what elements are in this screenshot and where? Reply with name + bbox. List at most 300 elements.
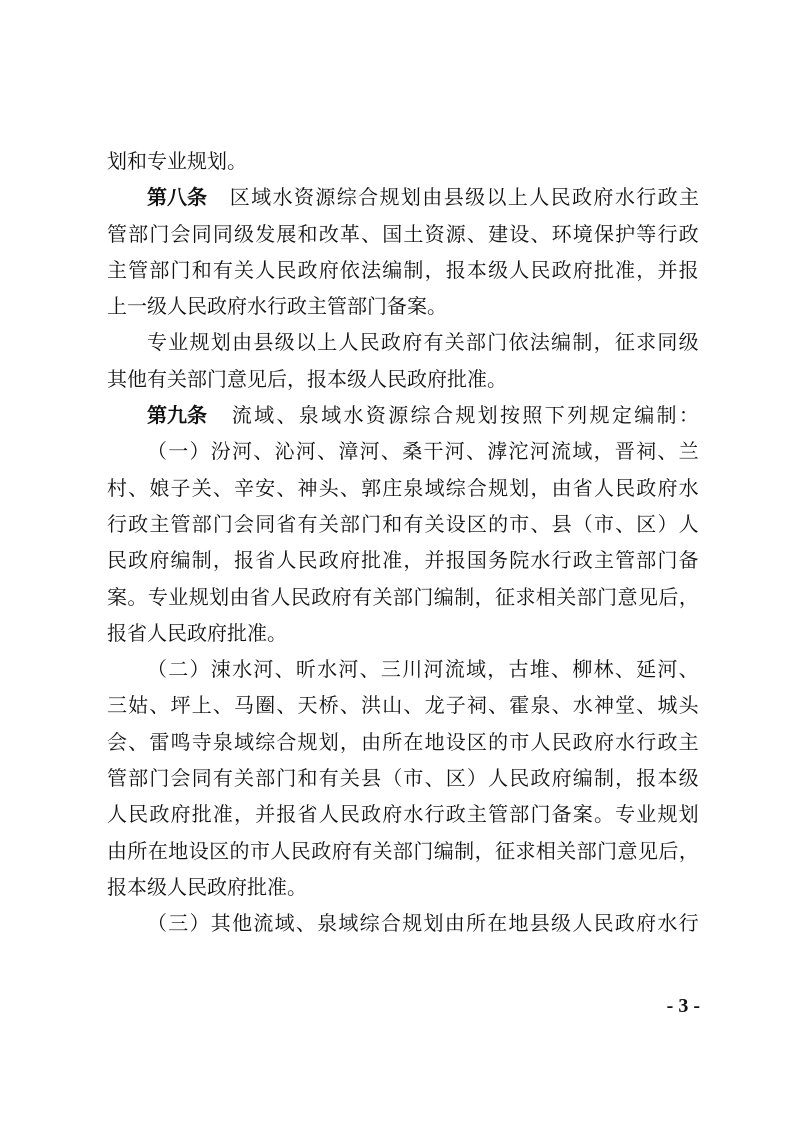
- glyph: 定: [611, 403, 632, 428]
- glyph: 、: [276, 403, 297, 428]
- glyph: 流: [444, 657, 465, 682]
- glyph: 县: [253, 330, 274, 355]
- glyph: ）: [189, 911, 210, 936]
- glyph: 区: [209, 838, 230, 863]
- glyph: 建: [488, 221, 509, 246]
- glyph: 资: [365, 403, 386, 428]
- glyph: 部: [347, 294, 367, 319]
- glyph: 合: [276, 729, 297, 754]
- glyph: 备: [387, 294, 407, 319]
- glyph: 上: [507, 185, 528, 210]
- glyph: 人: [509, 257, 530, 282]
- glyph: 保: [593, 221, 614, 246]
- glyph: 部: [187, 366, 207, 391]
- glyph: （: [572, 511, 593, 536]
- glyph: 堆: [529, 657, 550, 682]
- glyph: 意: [617, 838, 638, 863]
- glyph: 级: [147, 294, 167, 319]
- glyph: 域: [465, 657, 486, 682]
- glyph: 并: [255, 802, 276, 827]
- glyph: 关: [318, 511, 339, 536]
- glyph: 规: [402, 911, 423, 936]
- glyph: 关: [191, 475, 212, 500]
- glyph: 河: [444, 439, 465, 464]
- glyph: 批: [593, 257, 614, 282]
- glyph: 征: [495, 838, 516, 863]
- glyph: 、: [465, 439, 486, 464]
- glyph: 。: [487, 366, 507, 391]
- glyph: 行: [424, 802, 445, 827]
- glyph: 其: [210, 911, 231, 936]
- glyph: 、: [212, 693, 233, 718]
- glyph: 制: [572, 330, 593, 355]
- glyph: 备: [551, 802, 572, 827]
- glyph: 、: [466, 221, 487, 246]
- glyph: 主: [466, 802, 487, 827]
- glyph: 划: [678, 802, 699, 827]
- glyph: 河: [423, 657, 444, 682]
- glyph: 行: [657, 221, 678, 246]
- glyph: 、: [361, 221, 382, 246]
- glyph: 区: [229, 185, 250, 210]
- glyph: 部: [465, 330, 486, 355]
- glyph: 关: [339, 766, 360, 791]
- glyph: 由: [361, 729, 382, 754]
- glyph: 同: [191, 766, 212, 791]
- text-line: [107, 470, 699, 506]
- glyph: 三: [380, 657, 401, 682]
- glyph: 主: [593, 548, 614, 573]
- glyph: 部: [509, 802, 530, 827]
- glyph: ，: [615, 766, 636, 791]
- glyph: 桥: [318, 693, 339, 718]
- glyph: 人: [276, 548, 297, 573]
- glyph: 省: [297, 802, 318, 827]
- glyph: 下: [544, 403, 565, 428]
- glyph: 桑: [402, 439, 423, 464]
- glyph: ，: [487, 657, 508, 682]
- glyph: 人: [572, 911, 593, 936]
- glyph: 泉: [298, 403, 319, 428]
- glyph: 和: [127, 149, 147, 173]
- glyph: 政: [149, 802, 170, 827]
- glyph: 等: [636, 221, 657, 246]
- glyph: 、: [274, 657, 295, 682]
- glyph: 、: [339, 693, 360, 718]
- glyph: 、: [551, 657, 572, 682]
- glyph: 郭: [361, 475, 382, 500]
- glyph: 人: [367, 366, 387, 391]
- glyph: 行: [636, 185, 657, 210]
- glyph: 会: [170, 221, 191, 246]
- glyph: 管: [107, 221, 127, 246]
- glyph: 、: [614, 657, 635, 682]
- glyph: ，: [424, 257, 445, 282]
- glyph: 政: [207, 294, 227, 319]
- glyph: 关: [234, 766, 255, 791]
- glyph: 省: [255, 548, 276, 573]
- text-line: [107, 216, 699, 252]
- glyph: 发: [255, 221, 276, 246]
- glyph: 综: [445, 475, 466, 500]
- glyph: 河: [359, 439, 380, 464]
- text-line: [107, 796, 699, 832]
- glyph: 本: [327, 366, 347, 391]
- glyph: 所: [127, 838, 148, 863]
- glyph: 由: [422, 185, 443, 210]
- glyph: 部: [339, 511, 360, 536]
- glyph: 部: [636, 548, 657, 573]
- glyph: 准: [615, 257, 636, 282]
- glyph: 主: [678, 729, 699, 754]
- glyph: ，: [403, 548, 424, 573]
- glyph: 级: [465, 185, 486, 210]
- glyph: 人: [593, 475, 614, 500]
- glyph: 民: [509, 766, 530, 791]
- glyph: 流: [551, 439, 572, 464]
- glyph: 。: [427, 294, 447, 319]
- glyph: 专: [147, 330, 167, 355]
- glyph: 、: [424, 766, 445, 791]
- glyph: 后: [658, 584, 679, 609]
- glyph: 政: [361, 802, 382, 827]
- glyph: 关: [556, 584, 577, 609]
- glyph: 。: [227, 149, 247, 173]
- text-line: [107, 433, 699, 469]
- glyph: 编: [433, 838, 454, 863]
- glyph: 部: [392, 584, 413, 609]
- glyph: 、: [359, 657, 380, 682]
- glyph: 土: [403, 221, 424, 246]
- glyph: 区: [466, 511, 487, 536]
- glyph: 涑: [210, 657, 231, 682]
- glyph: 人: [530, 729, 551, 754]
- glyph: 案: [572, 802, 593, 827]
- glyph: 坪: [170, 693, 191, 718]
- glyph: 民: [551, 729, 572, 754]
- glyph: 市: [509, 511, 530, 536]
- glyph: 村: [107, 475, 127, 500]
- glyph: ，: [636, 257, 657, 282]
- glyph: ）: [466, 766, 487, 791]
- glyph: 祠: [636, 439, 657, 464]
- glyph: ）: [657, 511, 678, 536]
- glyph: 晋: [614, 439, 635, 464]
- glyph: 政: [407, 366, 427, 391]
- document-body: [107, 143, 699, 942]
- glyph: ，: [287, 366, 307, 391]
- glyph: 县: [443, 185, 464, 210]
- glyph: 门: [207, 366, 227, 391]
- glyph: 县: [361, 766, 382, 791]
- glyph: 柳: [572, 657, 593, 682]
- glyph: 合: [358, 185, 379, 210]
- glyph: 子: [445, 693, 466, 718]
- glyph: 务: [488, 548, 509, 573]
- glyph: 辛: [234, 475, 255, 500]
- glyph: 上: [317, 330, 338, 355]
- glyph: 民: [187, 874, 207, 899]
- glyph: 有: [403, 511, 424, 536]
- glyph: 域: [251, 185, 272, 210]
- glyph: 鸣: [170, 729, 191, 754]
- glyph: 和: [297, 766, 318, 791]
- glyph: 报: [107, 874, 127, 899]
- text-line: [107, 687, 699, 723]
- glyph: 部: [128, 766, 149, 791]
- glyph: 级: [347, 366, 367, 391]
- glyph: 门: [149, 766, 170, 791]
- glyph: 关: [234, 257, 255, 282]
- glyph: 、: [128, 729, 149, 754]
- glyph: 管: [107, 766, 127, 791]
- glyph: 、: [339, 475, 360, 500]
- glyph: 级: [678, 330, 699, 355]
- glyph: ，: [530, 475, 551, 500]
- glyph: 流: [231, 403, 252, 428]
- glyph: ）: [189, 657, 210, 682]
- glyph: 政: [311, 838, 332, 863]
- glyph: 府: [318, 257, 339, 282]
- glyph: 编: [634, 403, 655, 428]
- glyph: 规: [379, 185, 400, 210]
- glyph: 相: [535, 838, 556, 863]
- glyph: 省: [127, 620, 147, 645]
- glyph: 规: [488, 475, 509, 500]
- glyph: 同: [255, 511, 276, 536]
- glyph: 批: [191, 802, 212, 827]
- glyph: 管: [170, 511, 191, 536]
- glyph: 批: [447, 366, 467, 391]
- glyph: 区: [466, 729, 487, 754]
- glyph: 泉: [212, 729, 233, 754]
- glyph: 后: [658, 838, 679, 863]
- glyph: 府: [427, 366, 447, 391]
- glyph: 门: [170, 257, 191, 282]
- glyph: 三: [107, 693, 127, 718]
- glyph: 编: [382, 257, 403, 282]
- glyph: 部: [576, 838, 597, 863]
- glyph: 、: [149, 693, 170, 718]
- glyph: 征: [614, 330, 635, 355]
- glyph: 报: [445, 548, 466, 573]
- glyph: 护: [615, 221, 636, 246]
- glyph: 划: [423, 911, 444, 936]
- glyph: 门: [149, 221, 170, 246]
- glyph: 。: [127, 584, 148, 609]
- glyph: 水: [247, 294, 267, 319]
- glyph: 河: [232, 439, 253, 464]
- glyph: 、: [295, 911, 316, 936]
- glyph: 有: [297, 511, 318, 536]
- glyph: 有: [423, 330, 444, 355]
- glyph: 源: [445, 221, 466, 246]
- glyph: 意: [227, 366, 247, 391]
- glyph: ，: [678, 838, 699, 863]
- glyph: 制: [656, 403, 677, 428]
- glyph: 、: [380, 439, 401, 464]
- glyph: 城: [657, 693, 678, 718]
- glyph: 门: [487, 330, 508, 355]
- glyph: 在: [147, 838, 168, 863]
- glyph: 报: [678, 257, 699, 282]
- glyph: 域: [274, 911, 295, 936]
- glyph: 民: [276, 257, 297, 282]
- glyph: 域: [572, 439, 593, 464]
- glyph: 备: [678, 548, 699, 573]
- glyph: 有: [352, 838, 373, 863]
- text-line: [107, 506, 699, 542]
- glyph: 门: [361, 511, 382, 536]
- glyph: 政: [445, 802, 466, 827]
- glyph: 川: [402, 657, 423, 682]
- glyph: 部: [128, 221, 149, 246]
- glyph: 准: [267, 874, 287, 899]
- heading-spacer: [209, 397, 229, 433]
- text-line: [107, 252, 699, 288]
- glyph: （: [147, 657, 167, 682]
- glyph: 府: [636, 911, 657, 936]
- glyph: 制: [191, 548, 212, 573]
- glyph: 管: [488, 802, 509, 827]
- glyph: 环: [551, 221, 572, 246]
- glyph: 人: [529, 185, 550, 210]
- glyph: 本: [657, 766, 678, 791]
- glyph: 民: [128, 802, 149, 827]
- glyph: 政: [657, 185, 678, 210]
- glyph: 民: [290, 838, 311, 863]
- glyph: 划: [209, 584, 230, 609]
- glyph: 设: [509, 221, 530, 246]
- glyph: 境: [572, 221, 593, 246]
- glyph: 政: [311, 584, 332, 609]
- glyph: 水: [530, 548, 551, 573]
- glyph: 同: [212, 221, 233, 246]
- glyph: 由: [551, 475, 572, 500]
- glyph: 延: [636, 657, 657, 682]
- glyph: 娘: [149, 475, 170, 500]
- glyph: 省: [249, 584, 270, 609]
- glyph: 河: [338, 657, 359, 682]
- glyph: 马: [234, 693, 255, 718]
- glyph: 山: [382, 693, 403, 718]
- glyph: 准: [212, 802, 233, 827]
- glyph: 、: [530, 221, 551, 246]
- glyph: 批: [227, 620, 247, 645]
- glyph: 民: [615, 475, 636, 500]
- glyph: 区: [445, 766, 466, 791]
- glyph: 报: [107, 620, 127, 645]
- glyph: 泉: [530, 693, 551, 718]
- glyph: 本: [127, 874, 147, 899]
- glyph: 二: [168, 657, 189, 682]
- glyph: 部: [149, 257, 170, 282]
- text-line: [107, 288, 699, 324]
- glyph: 并: [424, 548, 445, 573]
- glyph: 政: [128, 511, 149, 536]
- glyph: 批: [247, 874, 267, 899]
- glyph: 霍: [509, 693, 530, 718]
- text-line: [107, 397, 699, 433]
- glyph: 其: [107, 366, 127, 391]
- glyph: 政: [572, 729, 593, 754]
- glyph: 综: [410, 403, 431, 428]
- glyph: 准: [247, 620, 267, 645]
- glyph: 划: [207, 149, 227, 173]
- glyph: 门: [657, 548, 678, 573]
- glyph: 划: [210, 330, 231, 355]
- glyph: 域: [338, 911, 359, 936]
- glyph: 综: [255, 729, 276, 754]
- glyph: 、: [276, 693, 297, 718]
- glyph: 府: [593, 185, 614, 210]
- glyph: 民: [167, 620, 187, 645]
- glyph: 人: [338, 330, 359, 355]
- glyph: 划: [318, 729, 339, 754]
- glyph: 域: [234, 729, 255, 754]
- glyph: 汾: [210, 439, 231, 464]
- glyph: 政: [657, 729, 678, 754]
- glyph: 政: [678, 221, 699, 246]
- glyph: 府: [331, 584, 352, 609]
- glyph: 行: [551, 548, 572, 573]
- glyph: ，: [234, 802, 255, 827]
- text-line: [107, 542, 699, 578]
- glyph: 、: [636, 693, 657, 718]
- glyph: 见: [637, 584, 658, 609]
- glyph: 民: [107, 548, 127, 573]
- glyph: 法: [361, 257, 382, 282]
- glyph: 寺: [191, 729, 212, 754]
- text-line: [107, 579, 699, 615]
- glyph: 祠: [466, 693, 487, 718]
- glyph: 关: [556, 838, 577, 863]
- glyph: 门: [413, 838, 434, 863]
- glyph: 所: [465, 911, 486, 936]
- glyph: 综: [336, 185, 357, 210]
- glyph: 雷: [149, 729, 170, 754]
- glyph: 合: [466, 475, 487, 500]
- glyph: 主: [307, 294, 327, 319]
- glyph: 划: [400, 185, 421, 210]
- glyph: 水: [657, 911, 678, 936]
- glyph: 漳: [338, 439, 359, 464]
- glyph: 部: [392, 838, 413, 863]
- glyph: 求: [515, 584, 536, 609]
- glyph: 、: [253, 439, 274, 464]
- glyph: 由: [232, 330, 253, 355]
- glyph: ，: [593, 330, 614, 355]
- glyph: 河: [529, 439, 550, 464]
- glyph: 县: [551, 511, 572, 536]
- glyph: 堂: [615, 693, 636, 718]
- glyph: 水: [232, 657, 253, 682]
- glyph: 。: [267, 620, 287, 645]
- glyph: 河: [253, 657, 274, 682]
- text-line: [107, 615, 699, 651]
- glyph: 、: [657, 439, 678, 464]
- glyph: 府: [657, 475, 678, 500]
- glyph: 流: [253, 911, 274, 936]
- glyph: 和: [297, 221, 318, 246]
- glyph: 水: [678, 475, 699, 500]
- glyph: 级: [234, 221, 255, 246]
- glyph: 求: [515, 838, 536, 863]
- glyph: 有: [318, 766, 339, 791]
- glyph: 府: [572, 257, 593, 282]
- glyph: 泉: [317, 911, 338, 936]
- glyph: 展: [276, 221, 297, 246]
